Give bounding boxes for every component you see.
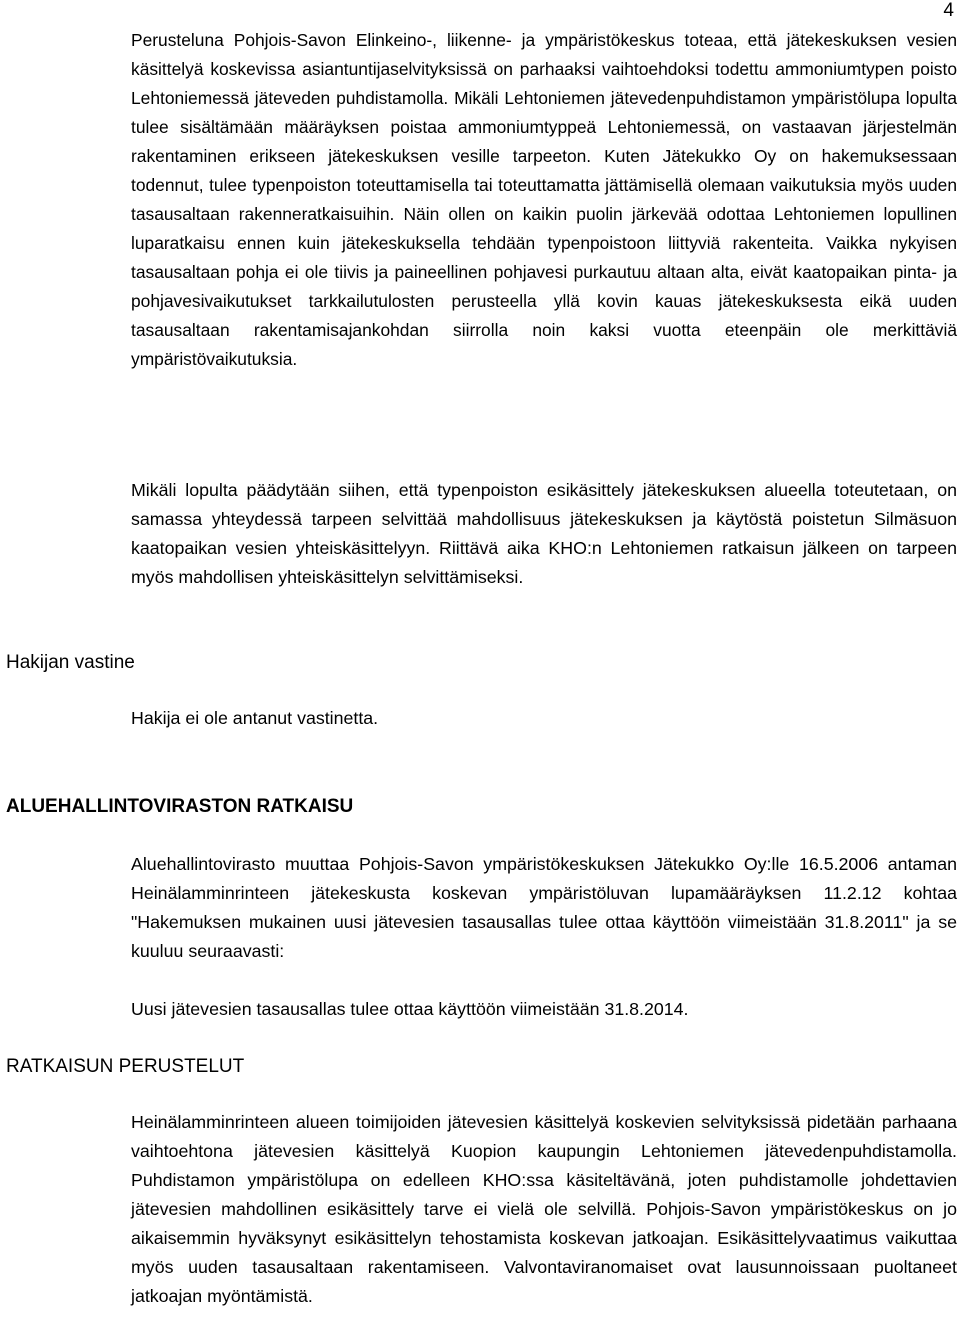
decision-heading: ALUEHALLINTOVIRASTON RATKAISU bbox=[6, 796, 354, 817]
page-number: 4 bbox=[943, 0, 954, 21]
decision-grounds-paragraph: Heinälamminrinteen alueen toimijoiden jätevesien käsittelyä koskevien selvityksissä pidetään parhaana vaihtoehtona jätevesien käsittelyä Kuopion kaupungin Lehtoniemen jätevedenpuhdistamolla. Puhdistamon ympäristölupa on edelleen KHO:ssa käsiteltävänä, joten puhdistamolle johdettavien jätevesien mahdollinen esikäsittely tarve ei vielä ole selvillä. Pohjois-Savon ympäristökeskus on jo aikaisemmin hyväksynyt esikäsittelyn tehostamista koskevan jatkoajan. Esikäsittelyvaatimus vaikuttaa myös uuden tasausaltaan rakentamiseen. Valvontaviranomaiset ovat lausunnoissaan puoltaneet jatkoajan myöntämistä. bbox=[131, 1112, 957, 1306]
applicant-response-text: Hakija ei ole antanut vastinetta. bbox=[131, 708, 379, 728]
joint-treatment-paragraph: Mikäli lopulta päädytään siihen, että typenpoiston esikäsittely jätekeskuksen alueella toteutetaan, on samassa yhteydessä tarpeen selvittää mahdollisuus jätekeskuksen ja käytöstä poistetun Silmäsuon kaatopaikan vesien yhteiskäsittelyyn. Riittävä aika KHO:n Lehtoniemen ratkaisun jälkeen on tarpeen myös mahdollisen yhteiskäsittelyn selvittämiseksi. bbox=[131, 480, 957, 587]
decision-grounds-label: RATKAISUN PERUSTELUT bbox=[6, 1056, 245, 1077]
applicant-response-label: Hakijan vastine bbox=[6, 652, 135, 673]
ely-justification-paragraph: Perusteluna Pohjois-Savon Elinkeino-, liikenne- ja ympäristökeskus toteaa, että jätekeskuksen vesien käsittelyä koskevissa asiantuntijaselvityksissä on parhaaksi vaihtoehdoksi todettu ammoniumtypen poisto Lehtoniemessä jäteveden puhdistamolla. Mikäli Lehtoniemen jätevedenpuhdistamon ympäristölupa lopulta tulee sisältämään määräyksen poistaa ammoniumtyppeä Lehtoniemessä, on vastaavan järjestelmän rakentaminen erikseen jätekeskuksen vesille tarpeeton. Kuten Jätekukko Oy on hakemuksessaan todennut, tulee typenpoiston toteuttamisella tai toteuttamatta jättämisellä olemaan vaikutuksia myös uuden tasausaltaan rakenneratkaisuihin. Näin ollen on kaikin puolin järkevää odottaa Lehtoniemen lopullinen luparatkaisu ennen kuin jätekeskuksella tehdään typenpoistoon liittyviä rakenteita. Vaikka nykyisen tasausaltaan pohja ei ole tiivis ja paineellinen pohjavesi purkautuu altaan alta, eivät kaatopaikan pinta- ja pohjavesivaikutukset tarkkailutulosten perusteella yllä kovin kauas jätekeskuksesta eikä uuden tasausaltaan rakentamisajankohdan siirrolla noin kaksi vuotta eteenpäin ole merkittäviä ympäristövaikutuksia. bbox=[131, 30, 957, 369]
decision-new-deadline: Uusi jätevesien tasausallas tulee ottaa käyttöön viimeistään 31.8.2014. bbox=[131, 999, 689, 1019]
decision-paragraph: Aluehallintovirasto muuttaa Pohjois-Savon ympäristökeskuksen Jätekukko Oy:lle 16.5.2006 antaman Heinälamminrinteen jätekeskusta koskevan ympäristöluvan lupamääräyksen 11.2.12 kohtaa "Hakemuksen mukainen uusi jätevesien tasausallas tulee ottaa käyttöön viimeistään 31.8.2011" ja se kuuluu seuraavasti: bbox=[131, 854, 957, 961]
